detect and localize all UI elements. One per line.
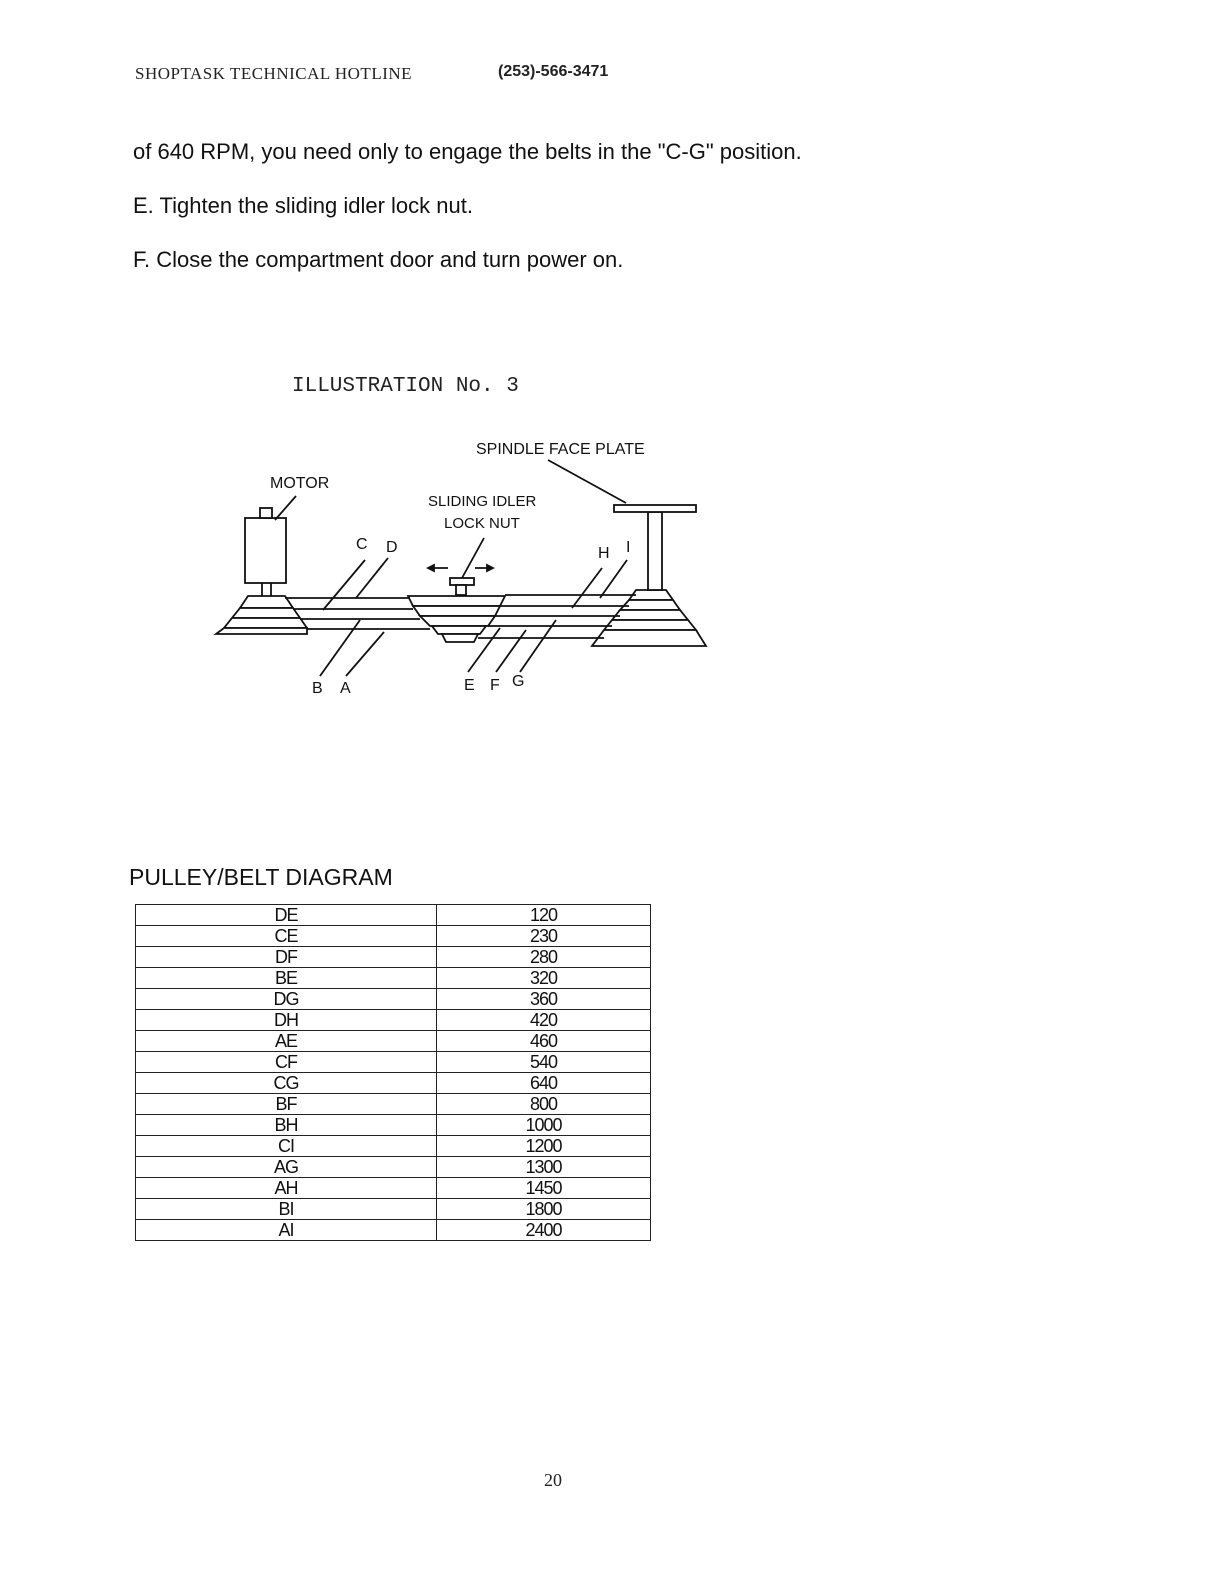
belt-label-e: E bbox=[464, 677, 475, 694]
table-row bbox=[136, 947, 651, 968]
illustration-title: ILLUSTRATION No. 3 bbox=[292, 375, 519, 398]
lock-nut bbox=[450, 578, 474, 585]
belt-cell: CF bbox=[136, 1052, 437, 1073]
rpm-cell: 420 bbox=[437, 1010, 651, 1031]
motor-cap bbox=[260, 508, 272, 518]
rpm-cell: 1300 bbox=[437, 1157, 651, 1178]
page-number: 20 bbox=[544, 1470, 562, 1490]
belt-cell: DE bbox=[136, 905, 437, 926]
table-row bbox=[136, 968, 651, 989]
header-phone: (253)-566-3471 bbox=[498, 63, 609, 80]
belt-cell: BF bbox=[136, 1094, 437, 1115]
rpm-cell: 460 bbox=[437, 1031, 651, 1052]
step-e: E. Tighten the sliding idler lock nut. bbox=[133, 193, 473, 218]
belt-cell: AE bbox=[136, 1031, 437, 1052]
belt-cell: CE bbox=[136, 926, 437, 947]
rpm-cell: 360 bbox=[437, 989, 651, 1010]
belt-label-d: D bbox=[386, 539, 398, 556]
header-title: SHOPTASK TECHNICAL HOTLINE bbox=[135, 64, 413, 83]
table-row bbox=[136, 1115, 651, 1136]
table-row bbox=[136, 1073, 651, 1094]
belt-label-f: F bbox=[490, 677, 500, 694]
table-title: PULLEY/BELT DIAGRAM bbox=[129, 864, 393, 890]
table-row bbox=[136, 1220, 651, 1241]
belt-cell: DG bbox=[136, 989, 437, 1010]
belt-cell: AI bbox=[136, 1220, 437, 1241]
table-row bbox=[136, 926, 651, 947]
belt-label-c: C bbox=[356, 536, 368, 553]
table-row bbox=[136, 1199, 651, 1220]
belt-cell: DF bbox=[136, 947, 437, 968]
spindle-face-plate bbox=[614, 505, 696, 512]
spindle-pulley bbox=[592, 590, 706, 646]
table-row bbox=[136, 1136, 651, 1157]
rpm-cell: 800 bbox=[437, 1094, 651, 1115]
belt-cell: CG bbox=[136, 1073, 437, 1094]
belt-label-g: G bbox=[512, 673, 525, 690]
belt-label-h: H bbox=[598, 545, 610, 562]
rpm-cell: 230 bbox=[437, 926, 651, 947]
idler-pulley bbox=[408, 596, 505, 642]
belt-cell: AH bbox=[136, 1178, 437, 1199]
rpm-cell: 640 bbox=[437, 1073, 651, 1094]
pulley-belt-illustration bbox=[0, 0, 1224, 760]
table-row bbox=[136, 989, 651, 1010]
belt-cell: BH bbox=[136, 1115, 437, 1136]
table-row bbox=[136, 1094, 651, 1115]
step-f: F. Close the compartment door and turn power on. bbox=[133, 247, 624, 272]
motor-pulley bbox=[216, 596, 307, 634]
table-row bbox=[136, 1052, 651, 1073]
rpm-cell: 120 bbox=[437, 905, 651, 926]
table-row bbox=[136, 1178, 651, 1199]
pulley-belt-table bbox=[135, 904, 651, 1241]
rpm-cell: 2400 bbox=[437, 1220, 651, 1241]
belt-cell: BE bbox=[136, 968, 437, 989]
label-idler-1: SLIDING IDLER bbox=[428, 493, 537, 510]
paragraph-rpm: of 640 RPM, you need only to engage the belts in the "C-G" position. bbox=[133, 139, 802, 164]
belt-cell: DH bbox=[136, 1010, 437, 1031]
table-row bbox=[136, 1010, 651, 1031]
belt-cell: BI bbox=[136, 1199, 437, 1220]
belt-cell: AG bbox=[136, 1157, 437, 1178]
belt-cell: CI bbox=[136, 1136, 437, 1157]
rpm-cell: 1800 bbox=[437, 1199, 651, 1220]
rpm-cell: 320 bbox=[437, 968, 651, 989]
motor-body bbox=[245, 518, 286, 583]
table-row bbox=[136, 905, 651, 926]
rpm-cell: 1000 bbox=[437, 1115, 651, 1136]
table-row bbox=[136, 1157, 651, 1178]
rpm-cell: 1450 bbox=[437, 1178, 651, 1199]
label-spindle: SPINDLE FACE PLATE bbox=[476, 441, 645, 458]
belt-label-a: A bbox=[340, 680, 351, 697]
rpm-cell: 280 bbox=[437, 947, 651, 968]
belt-label-b: B bbox=[312, 680, 323, 697]
rpm-cell: 1200 bbox=[437, 1136, 651, 1157]
belt-label-i: I bbox=[626, 539, 631, 556]
label-idler-2: LOCK NUT bbox=[444, 515, 520, 532]
table-row bbox=[136, 1031, 651, 1052]
rpm-cell: 540 bbox=[437, 1052, 651, 1073]
label-motor: MOTOR bbox=[270, 475, 330, 492]
spindle-shaft bbox=[648, 512, 662, 590]
